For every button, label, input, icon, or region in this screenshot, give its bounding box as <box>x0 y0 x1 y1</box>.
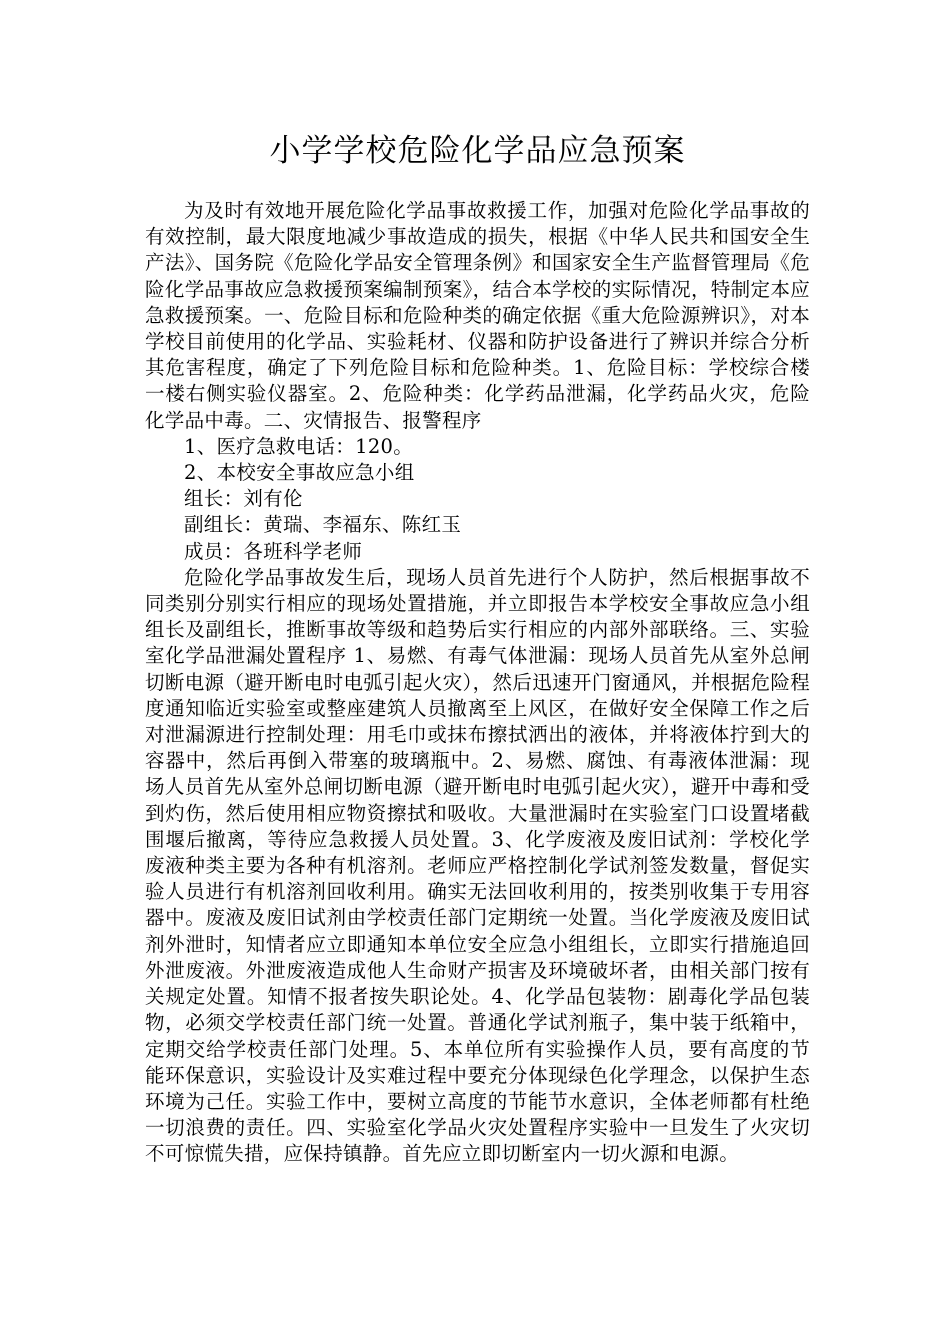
paragraph-emergency-phone: 1、医疗急救电话：120。 <box>184 434 414 458</box>
document-page <box>145 128 810 1168</box>
paragraph-emergency-team: 2、本校安全事故应急小组 <box>184 461 415 485</box>
document-body <box>145 198 810 1168</box>
document-title: 小学学校危险化学品应急预案 <box>269 133 686 169</box>
paragraph-intro: 为及时有效地开展危险化学品事故救援工作，加强对危险化学品事故的有效控制，最大限度地减少事故造成的损失，根据《中华人民共和国安全生产法》、国务院《危险化学品安全管理条例》和国家安全生产监督管理局《危险化学品事故应急救援预案编制预案》，结合本学校的实际情况，特制定本应急救援预案。一、危险目标和危险种类的确定依据《重大危险源辨识》，对本学校目前使用的化学品、实验耗材、仪器和防护设备进行了辨识并综合分析其危害程度，确定了下列危险目标和危险种类。1、危险目标：学校综合楼一楼右侧实验仪器室。2、危险种类：化学药品泄漏，化学药品火灾，危险化学品中毒。二、灾情报告、报警程序 <box>145 199 810 432</box>
paragraph-team-leader: 组长：刘有伦 <box>184 487 303 511</box>
paragraph-procedures: 危险化学品事故发生后，现场人员首先进行个人防护，然后根据事故不同类别分别实行相应的现场处置措施，并立即报告本学校安全事故应急小组组长及副组长，推断事故等级和趋势后实行相应的内部外部联络。三、实验室化学品泄漏处置程序 1、易燃、有毒气体泄漏：现场人员首先从室外总闸切断电源（避开断电时电弧引起火灾），然后迅速开门窗通风，并根据危险程度通知临近实验室或整座建筑人员撤离至上风区，在做好安全保障工作之后对泄漏源进行控制处理：用毛巾或抹布擦拭洒出的液体，并将液体拧到大的容器中，然后再倒入带塞的玻璃瓶中。2、易燃、腐蚀、有毒液体泄漏：现场人员首先从室外总闸切断电源（避开断电时电弧引起火灾），避开中毒和受到灼伤，然后使用相应物资擦拭和吸收。大量泄漏时在实验室门口设置堵截围堰后撤离，等待应急救援人员处置。3、化学废液及废旧试剂：学校化学废液种类主要为各种有机溶剂。老师应严格控制化学试剂签发数量，督促实验人员进行有机溶剂回收利用。确实无法回收利用的，按类别收集于专用容器中。废液及废旧试剂由学校责任部门定期统一处置。当化学废液及废旧试剂外泄时，知情者应立即通知本单位安全应急小组组长，立即实行措施追回外泄废液。外泄废液造成他人生命财产损害及环境破坏者，由相关部门按有关规定处置。知情不报者按失职论处。4、化学品包装物：剧毒化学品包装物，必须交学校责任部门统一处置。普通化学试剂瓶子，集中装于纸箱中，定期交给学校责任部门处理。5、本单位所有实验操作人员，要有高度的节能环保意识，实验设计及实难过程中要充分体现绿色化学理念，以保护生态环境为己任。实验工作中，要树立高度的节能节水意识，全体老师都有杜绝一切浪费的责任。四、实验室化学品火灾处置程序实验中一旦发生了火灾切不可惊慌失措，应保持镇静。首先应立即切断室内一切火源和电源。 <box>145 565 810 1166</box>
paragraph-team-members: 成员：各班科学老师 <box>184 539 363 563</box>
paragraph-deputy-leaders: 副组长：黄瑞、李福东、陈红玉 <box>184 513 462 537</box>
